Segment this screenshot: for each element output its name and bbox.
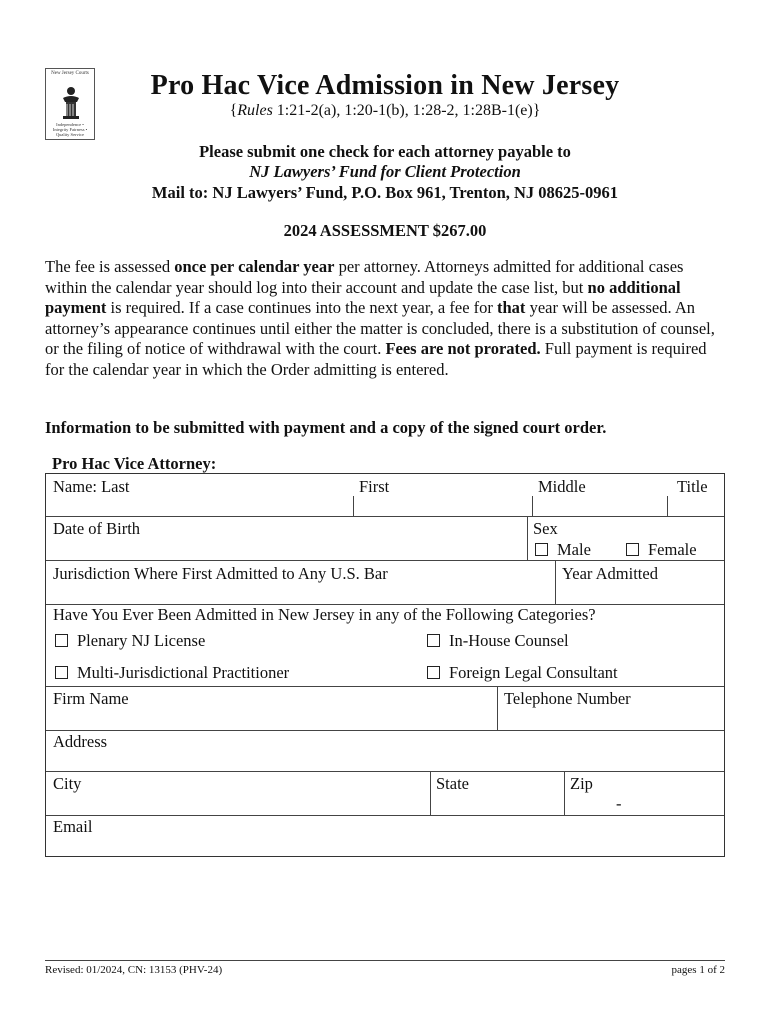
- rules-citation: {Rules 1:21-2(a), 1:20-1(b), 1:28-2, 1:28B-1(e)}: [229, 102, 541, 119]
- section-label: Pro Hac Vice Attorney:: [52, 454, 217, 473]
- payee-name: NJ Lawyers’ Fund for Client Protection: [249, 162, 521, 181]
- address-field[interactable]: [46, 731, 724, 771]
- city-field[interactable]: [46, 772, 429, 814]
- state-label: State: [436, 774, 469, 793]
- zip-field[interactable]: [565, 772, 724, 814]
- firm-name-field[interactable]: [46, 687, 496, 729]
- footer-divider: [45, 960, 725, 961]
- sex-male-option[interactable]: Male: [535, 540, 591, 560]
- logo-top-text: New Jersey Courts: [51, 71, 89, 76]
- plenary-checkbox[interactable]: [55, 634, 68, 647]
- male-checkbox[interactable]: [535, 543, 548, 556]
- name-first-label: First: [359, 477, 390, 496]
- dob-field[interactable]: [46, 517, 526, 559]
- name-middle-label: Middle: [538, 477, 586, 496]
- sex-female-option[interactable]: Female: [626, 540, 697, 560]
- multi-jurisdictional-checkbox[interactable]: [55, 666, 68, 679]
- email-label: Email: [53, 817, 93, 836]
- assessment-amount: 2024 ASSESSMENT $267.00: [283, 221, 487, 240]
- fee-paragraph: The fee is assessed once per calendar year per attorney. Attorneys admitted for additional cases within the calendar year should log into their account and update the case list, but no additional payment is required. If a case continues into the next year, a fee for that year will be assessed. An attorney’s appearance continues until either the matter is concluded, there is a substitution of counsel, or the filing of notice of withdrawal with the court. Fees are not prorated. Full payment is required for the calendar year in which the Order admitting is entered.: [45, 257, 715, 379]
- jurisdiction-label: Jurisdiction Where First Admitted to Any U.S. Bar: [53, 564, 388, 583]
- zip-label: Zip: [570, 774, 593, 793]
- address-label: Address: [53, 732, 108, 751]
- foreign-consultant-option[interactable]: Foreign Legal Consultant: [427, 663, 618, 683]
- name-title-label: Title: [677, 477, 708, 496]
- city-label: City: [53, 774, 82, 793]
- page-title: Pro Hac Vice Admission in New Jersey: [150, 70, 620, 101]
- female-checkbox[interactable]: [626, 543, 639, 556]
- inhouse-checkbox[interactable]: [427, 634, 440, 647]
- jurisdiction-field[interactable]: [46, 561, 554, 603]
- state-field[interactable]: [431, 772, 563, 814]
- name-field[interactable]: [46, 475, 726, 515]
- name-last-label: Name: Last: [53, 477, 130, 496]
- revision-info: Revised: 01/2024, CN: 13153 (PHV-24): [45, 964, 223, 976]
- zip-separator: -: [616, 794, 622, 813]
- email-field[interactable]: [46, 816, 724, 856]
- dob-label: Date of Birth: [53, 519, 141, 538]
- attorney-form: [45, 473, 725, 857]
- inhouse-option[interactable]: In-House Counsel: [427, 631, 569, 651]
- page-number: pages 1 of 2: [671, 964, 725, 976]
- sex-label: Sex: [533, 519, 558, 538]
- submit-instruction: Please submit one check for each attorney payable to: [199, 142, 571, 161]
- plenary-option[interactable]: Plenary NJ License: [55, 631, 205, 651]
- multi-jurisdictional-option[interactable]: Multi-Jurisdictional Practitioner: [55, 663, 289, 683]
- telephone-label: Telephone Number: [504, 689, 631, 708]
- info-instruction: Information to be submitted with payment and a copy of the signed court order.: [45, 418, 607, 437]
- year-admitted-label: Year Admitted: [562, 564, 658, 583]
- category-question: Have You Ever Been Admitted in New Jersey in any of the Following Categories?: [53, 605, 596, 624]
- telephone-field[interactable]: [498, 687, 724, 729]
- foreign-consultant-checkbox[interactable]: [427, 666, 440, 679]
- firm-name-label: Firm Name: [53, 689, 129, 708]
- mailing-address: Mail to: NJ Lawyers’ Fund, P.O. Box 961, Trenton, NJ 08625-0961: [151, 183, 619, 202]
- year-admitted-field[interactable]: [556, 561, 724, 603]
- logo-motto: Independence • Integrity Fairness • Quality Service: [52, 122, 88, 137]
